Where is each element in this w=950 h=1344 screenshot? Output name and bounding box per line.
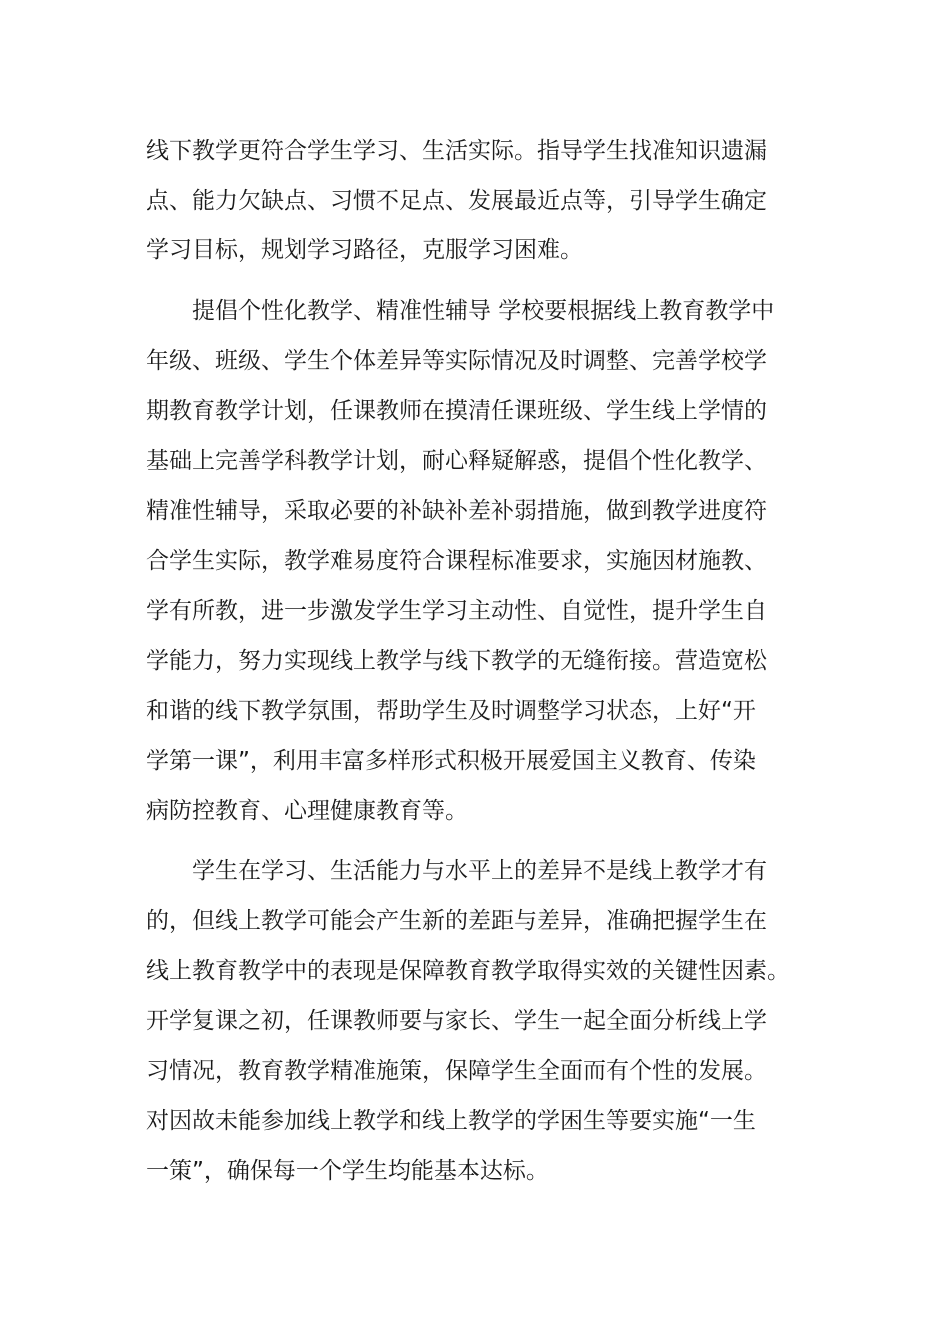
text-line: 学第一课”，利用丰富多样形式积极开展爱国主义教育、传染 — [146, 748, 756, 774]
text-line: 提倡个性化教学、精准性辅导 学校要根据线上教育教学中 — [192, 298, 775, 324]
text-line: 一策”，确保每一个学生均能基本达标。 — [146, 1158, 549, 1184]
text-line: 开学复课之初，任课教师要与家长、学生一起全面分析线上学 — [146, 1008, 767, 1034]
text-line: 学有所教，进一步激发学生学习主动性、自觉性，提升学生自 — [146, 598, 767, 624]
text-line: 学习目标，规划学习路径，克服学习困难。 — [146, 237, 583, 263]
text-line: 学能力，努力实现线上教学与线下教学的无缝衔接。营造宽松 — [146, 648, 767, 674]
text-line: 习情况，教育教学精准施策，保障学生全面而有个性的发展。 — [146, 1058, 767, 1084]
text-line: 病防控教育、心理健康教育等。 — [146, 798, 468, 824]
text-line: 合学生实际，教学难易度符合课程标准要求，实施因材施教、 — [146, 548, 767, 574]
text-line: 学生在学习、生活能力与水平上的差异不是线上教学才有 — [192, 858, 767, 884]
text-line: 年级、班级、学生个体差异等实际情况及时调整、完善学校学 — [146, 348, 767, 374]
text-line: 和谐的线下教学氛围，帮助学生及时调整学习状态，上好“开 — [146, 698, 756, 724]
text-line: 基础上完善学科教学计划，耐心释疑解惑，提倡个性化教学、 — [146, 448, 767, 474]
text-line: 线上教育教学中的表现是保障教育教学取得实效的关键性因素。 — [146, 958, 790, 984]
text-line: 对因故未能参加线上教学和线上教学的学困生等要实施“一生 — [146, 1108, 756, 1134]
text-line: 期教育教学计划，任课教师在摸清任课班级、学生线上学情的 — [146, 398, 767, 424]
text-line: 点、能力欠缺点、习惯不足点、发展最近点等，引导学生确定 — [146, 188, 767, 214]
text-line: 线下教学更符合学生学习、生活实际。指导学生找准知识遗漏 — [146, 138, 767, 164]
text-line: 精准性辅导，采取必要的补缺补差补弱措施，做到教学进度符 — [146, 498, 767, 524]
text-line: 的，但线上教学可能会产生新的差距与差异，准确把握学生在 — [146, 908, 767, 934]
